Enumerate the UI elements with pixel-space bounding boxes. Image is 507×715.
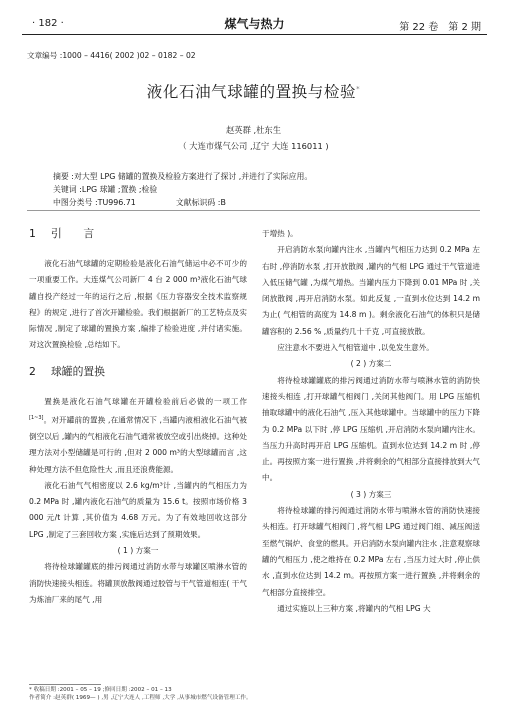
paragraph: 液化石油气球罐的定期检验是液化石油气储运中必不可少的一项重要工作。大连煤气公司新厂 4 台 2 000 m³液化石油气球罐自投产经过一年的运行之后 ,根据《压力容器安全技术监察规程》的规定 ,进行了首次开罐检验。我们根据新厂的工艺特点及实际情况 ,制定了球罐的置换方案 ,编排了检验进度 ,并付诸实施。对这次置换检验 ,总结如下。	[29, 259, 247, 350]
left-column	[29, 224, 247, 608]
paragraph: 应注意水不要进入气相管道中 ,以免发生意外。	[277, 343, 434, 353]
running-header	[22, 14, 487, 34]
page-number: · 182 ·	[32, 18, 64, 29]
paragraph-text: 置换是液化石油气球罐在开罐检验前后必做的一项工作	[44, 396, 247, 406]
paragraph-text: 。对开罐前的置换 ,在通常情况下 ,当罐内液相液化石油气被倒空以后 ,罐内的气相液化石油气通常被放空或引出烧掉。这种处理方法对小型储罐是可行的 ,但对 2 000 m³的大型球罐而言 ,这种处理方法不但危险性大 ,而且还浪费能源。	[29, 415, 247, 474]
subsection-heading: ( 2 ) 方案二	[350, 359, 392, 369]
right-column	[262, 226, 480, 617]
section-number: 1	[29, 227, 36, 240]
paragraph: 将待检球罐罐底的排污阀通过消防水带与球罐区喷淋水管的消防快速接头相连。将罐顶放散阀通过胶管与干气管道相连( 干气为炼油厂来的尾气 ,用	[29, 562, 247, 604]
section-heading-replacement	[29, 364, 247, 380]
footnote-rule	[29, 684, 101, 685]
paragraph: 开启消防水泵向罐内注水 ,当罐内气相压力达到 0.2 MPa 左右时 ,停消防水泵 ,打开放散阀 ,罐内的气相 LPG 通过干气管道进入低压储气罐 ,为煤气增热。当罐内压力下降到 0.01 MPa 时 ,关闭放散阀 ,再开启消防水泵。如此反复 ,一直到水位达到 14.2 m 为止( 气相管的高度为 14.8 m )。剩余液化石油气的体积只是储罐容积的 2.56 % ,质量约几十千克 ,可直接放散。	[262, 245, 480, 336]
document-code: 文献标识码 :B	[175, 198, 226, 207]
section-title: 引 言	[51, 227, 95, 240]
keywords: 关键词 :LPG 球罐 ;置换 ;检验	[53, 185, 158, 194]
author-bio: 作者简介 :赵英群( 1969— ) ,男 ,辽宁大连人 ,工程师 ,大学 ,从事城市燃气设备管理工作。	[29, 695, 252, 701]
section-number: 2	[29, 364, 36, 378]
subsection-heading: ( 1 ) 方案一	[117, 545, 159, 555]
header-rule	[22, 34, 487, 35]
title-footnote-mark: *	[356, 84, 361, 93]
received-date: * 收稿日期 :2001 – 05 – 19 ;修回日期 :2002 – 01 – 13	[29, 687, 172, 693]
abstract-block	[53, 170, 312, 209]
affiliation: （ 大连市煤气公司 ,辽宁 大连 116011 )	[178, 141, 329, 151]
authors: 赵英群 ,杜东生	[225, 125, 282, 135]
journal-name: 煤气与热力	[224, 17, 285, 31]
paragraph	[29, 394, 247, 478]
article-number: 文章编号 :1000 – 4416( 2002 )02 – 0182 – 02	[27, 51, 196, 60]
section-heading-intro	[29, 226, 247, 242]
paragraph: 将待检球罐的排污阀通过消防水带与喷淋水管的消防快速接头相连。打开球罐气相阀门 ,将气相 LPG 通过阀门组、减压阀送至燃气锅炉、食堂的燃具。开启消防水泵向罐内注水 ,注意观察球罐的气相压力 ,使之维持在 0.2 MPa 左右 ,当压力过大时 ,停止供水 ,直到水位达到 14.2 m。再按照方案一进行置换 ,并将剩余的气相部分直接排空。	[262, 506, 480, 597]
paper-title-text: 液化石油气球罐的置换与检验	[146, 83, 357, 101]
paragraph: 于增热 )。	[262, 229, 298, 238]
footnote	[29, 686, 252, 702]
paragraph: 将待检球罐罐底的排污阀通过消防水带与喷淋水管的消防快速接头相连 ,打开球罐气相阀门 ,关闭其他阀门。用 LPG 压缩机抽取球罐中的液化石油气 ,压入其他球罐中。当球罐中的压力下降为 0.2 MPa 以下时 ,停 LPG 压缩机 ,开启消防水泵向罐内注水。当压力升高时再开启 LPG 压缩机。直到水位达到 14.2 m 时 ,停止。再按照方案一进行置换 ,并将剩余的气相部分直接排放到大气中。	[262, 375, 480, 483]
clc-number: 中图分类号 :TU996.71	[53, 198, 136, 207]
paper-title	[0, 80, 507, 102]
subsection-heading: ( 3 ) 方案三	[350, 489, 392, 499]
paragraph: 液化石油气气相密度以 2.6 kg/m³计 ,当罐内的气相压力为 0.2 MPa 时 ,罐内液化石油气的质量为 15.6 t。按照市场价格 3 000 元/t 计算 ,其价值为 4.68 万元。为了有效地回收这部分 LPG ,制定了三套回收方案 ,实施后达到了预期效果。	[29, 480, 247, 539]
abstract-divider	[27, 210, 480, 211]
classification-line	[53, 196, 312, 209]
abstract: 摘要 :对大型 LPG 储罐的置换及检验方案进行了探讨 ,并进行了实际应用。	[53, 172, 313, 181]
section-title: 球罐的置换	[51, 364, 105, 378]
citation: [1~3]	[29, 415, 44, 422]
paragraph: 通过实施以上三种方案 ,将罐内的气相 LPG 大	[277, 603, 431, 613]
volume-issue: 第 22 卷 第 2 期	[399, 22, 481, 33]
